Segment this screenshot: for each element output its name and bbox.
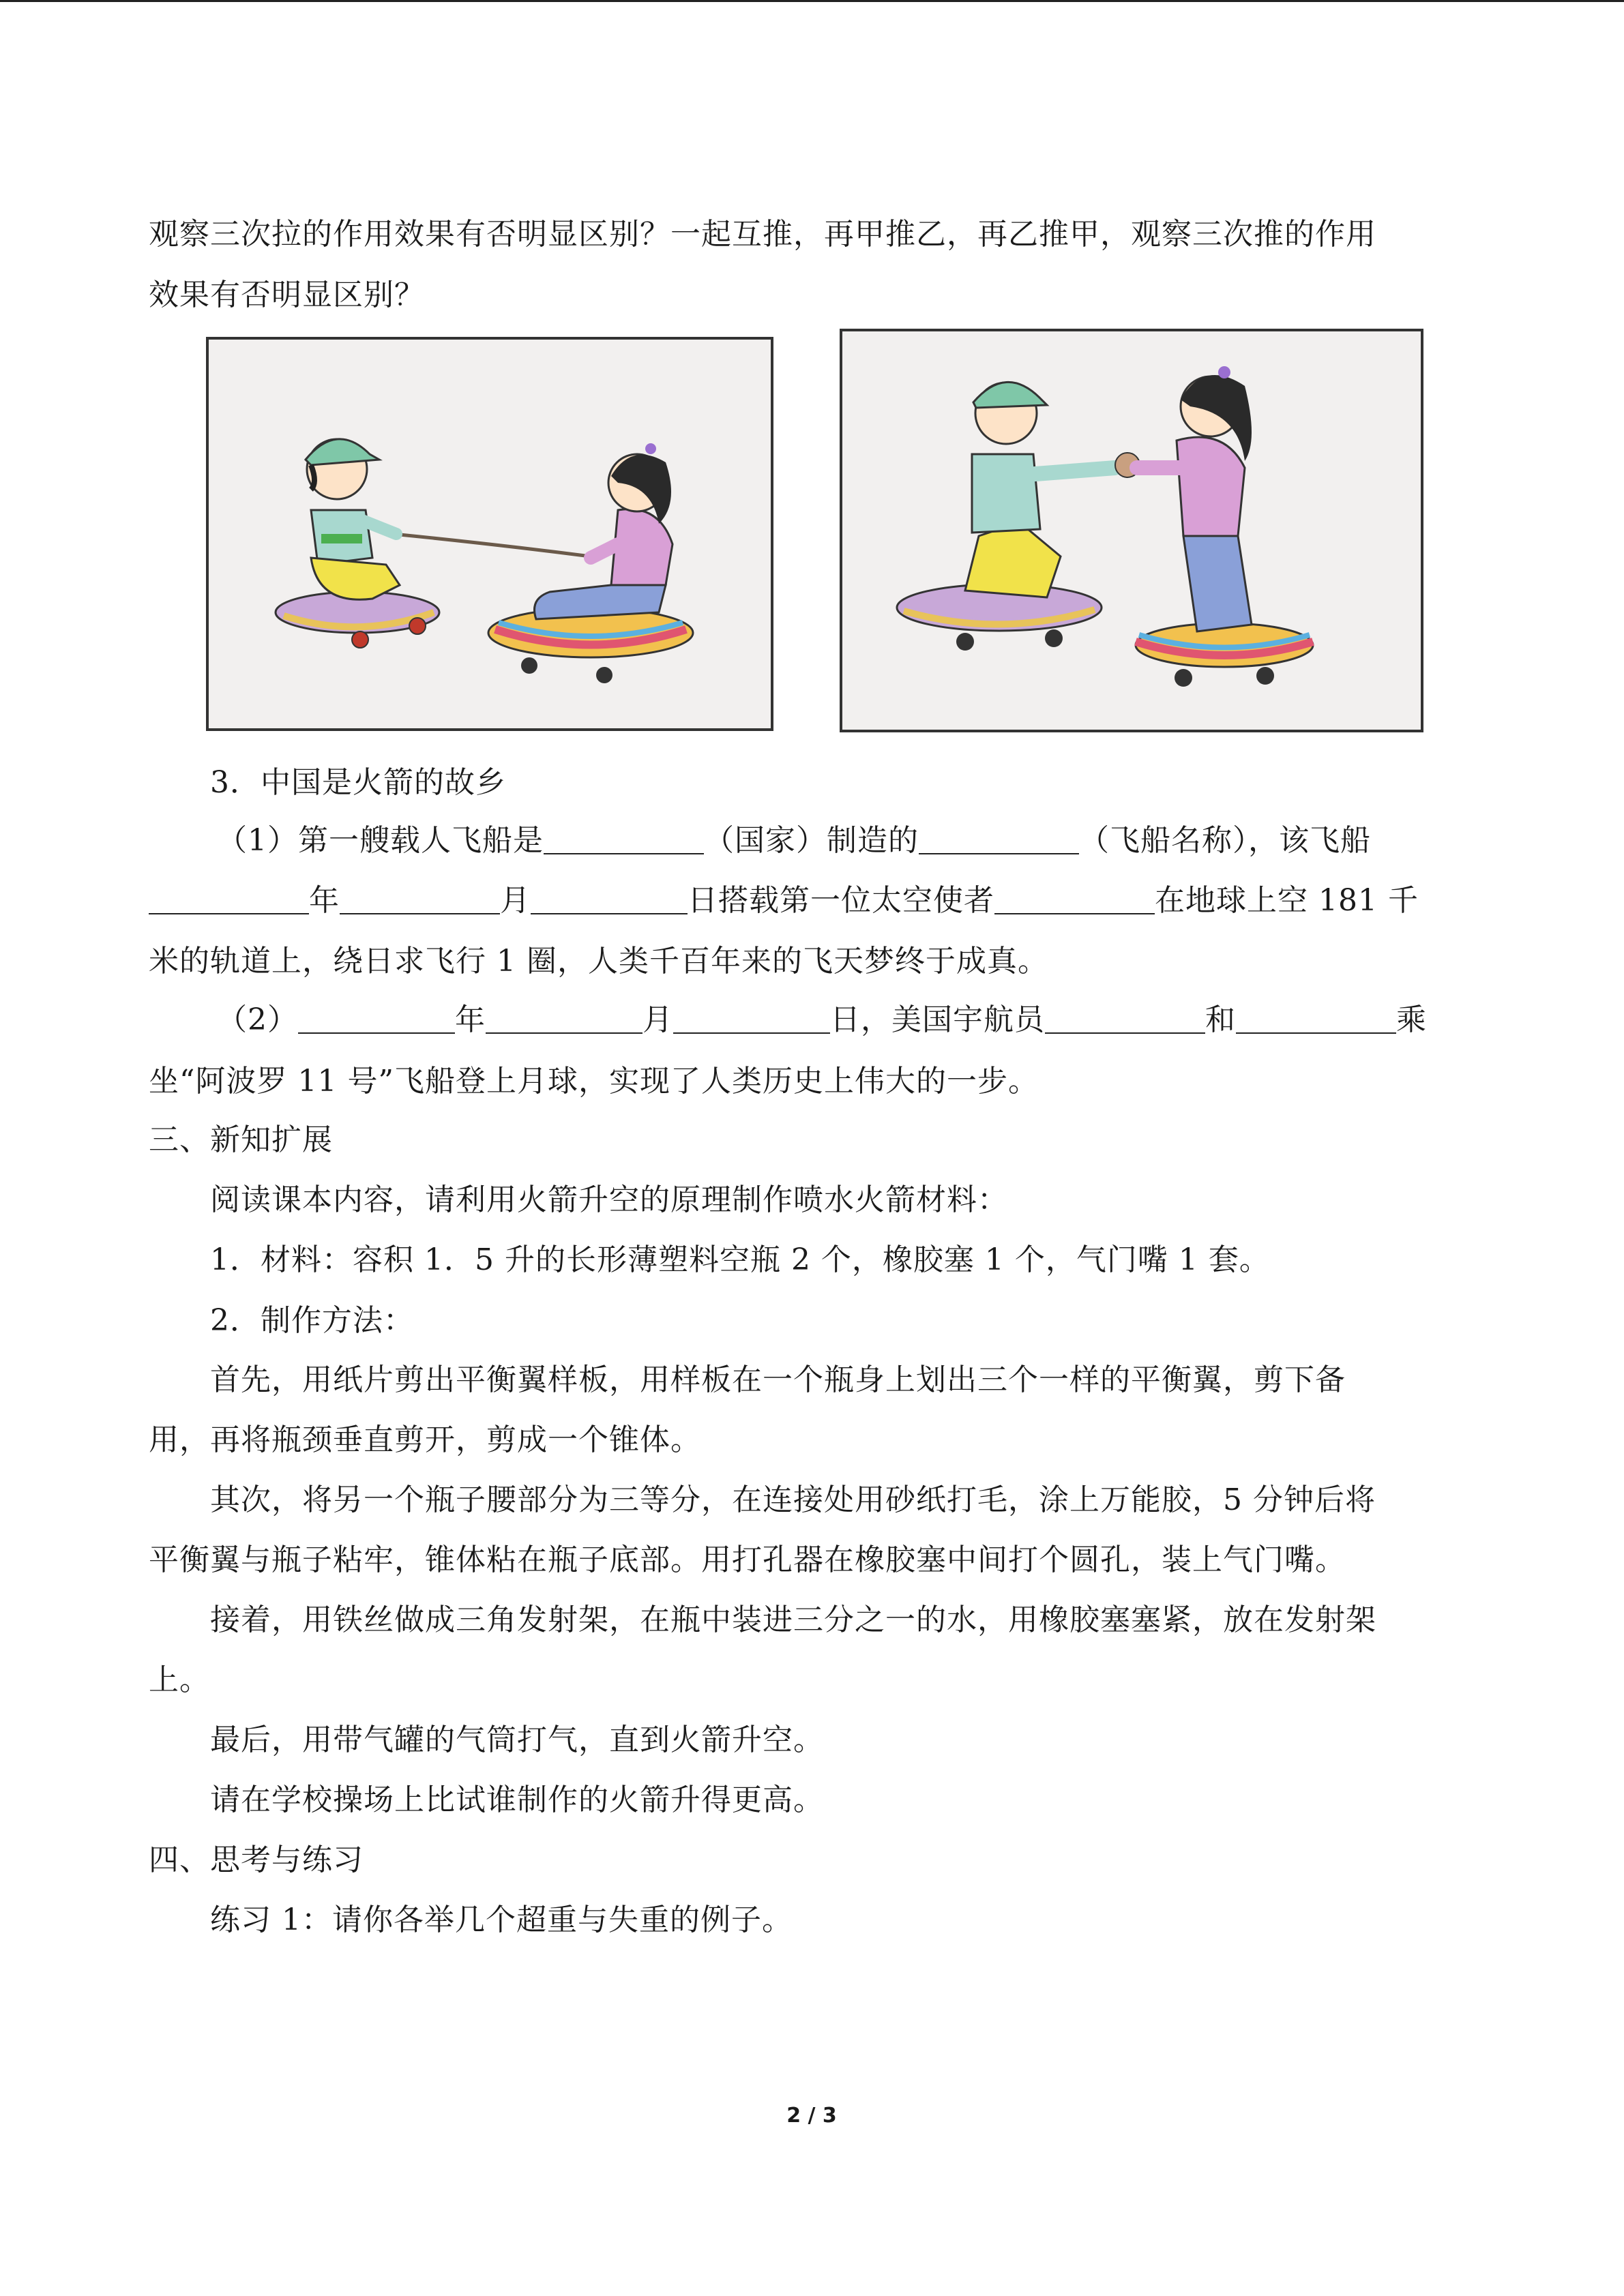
- question-2-line-1: （2） 年 月 日，美国宇航员 和 乘: [217, 1002, 1427, 1037]
- illustration-pushing-hands: [840, 329, 1423, 732]
- blank-field[interactable]: [340, 886, 500, 914]
- paragraph: 用，再将瓶颈垂直剪开，剪成一个锥体。: [149, 1422, 701, 1457]
- text-line: 效果有否明显区别？: [149, 278, 425, 312]
- text-line: 观察三次拉的作用效果有否明显区别？一起互推，再甲推乙，再乙推甲，观察三次推的作用: [149, 217, 1376, 252]
- page-top-border: [0, 0, 1624, 2]
- blank-field[interactable]: [994, 886, 1155, 914]
- question-1-line-3: 米的轨道上，绕日求飞行 1 圈，人类千百年来的飞天梦终于成真。: [149, 944, 1048, 979]
- paragraph: 最后，用带气罐的气筒打气，直到火箭升空。: [210, 1723, 824, 1757]
- blank-field[interactable]: [1236, 1005, 1396, 1034]
- blank-field[interactable]: [919, 826, 1079, 854]
- paragraph: 1．材料：容积 1．5 升的长形薄塑料空瓶 2 个，橡胶塞 1 个，气门嘴 1 套。: [210, 1242, 1270, 1277]
- section-title: 3．中国是火箭的故乡: [210, 765, 506, 800]
- illustration-pulling-rope: [206, 337, 773, 731]
- question-1-line-1: （1）第一艘载人飞船是 （国家）制造的 （飞船名称），该飞船: [217, 823, 1371, 858]
- paragraph: 请在学校操场上比试谁制作的火箭升得更高。: [210, 1783, 824, 1817]
- paragraph: 其次，将另一个瓶子腰部分为三等分，在连接处用砂纸打毛，涂上万能胶，5 分钟后将: [210, 1482, 1376, 1517]
- blank-field[interactable]: [298, 1005, 455, 1034]
- paragraph: 平衡翼与瓶子粘牢，锥体粘在瓶子底部。用打孔器在橡胶塞中间打个圆孔，装上气门嘴。: [149, 1542, 1346, 1577]
- paragraph: 首先，用纸片剪出平衡翼样板，用样板在一个瓶身上划出三个一样的平衡翼，剪下备: [210, 1362, 1346, 1397]
- blank-field[interactable]: [673, 1005, 830, 1034]
- exercise: 练习 1：请你各举几个超重与失重的例子。: [210, 1903, 793, 1937]
- page-number: 2 / 3: [786, 2104, 837, 2128]
- paragraph: 阅读课本内容，请利用火箭升空的原理制作喷水火箭材料：: [210, 1182, 1008, 1217]
- paragraph: 上。: [149, 1663, 210, 1697]
- blank-field[interactable]: [1045, 1005, 1205, 1034]
- section-heading: 四、思考与练习: [149, 1843, 364, 1877]
- section-heading: 三、新知扩展: [149, 1122, 333, 1157]
- blank-field[interactable]: [149, 886, 309, 914]
- question-1-line-2: 年 月 日搭载第一位太空使者 在地球上空 181 千: [149, 880, 1475, 921]
- blank-field[interactable]: [544, 826, 704, 854]
- blank-field[interactable]: [486, 1005, 643, 1034]
- blank-field[interactable]: [531, 886, 688, 914]
- paragraph: 2．制作方法：: [210, 1303, 414, 1338]
- paragraph: 接着，用铁丝做成三角发射架，在瓶中装进三分之一的水，用橡胶塞塞紧，放在发射架: [210, 1602, 1376, 1637]
- question-2-line-2: 坐“阿波罗 11 号”飞船登上月球，实现了人类历史上伟大的一步。: [149, 1064, 1039, 1099]
